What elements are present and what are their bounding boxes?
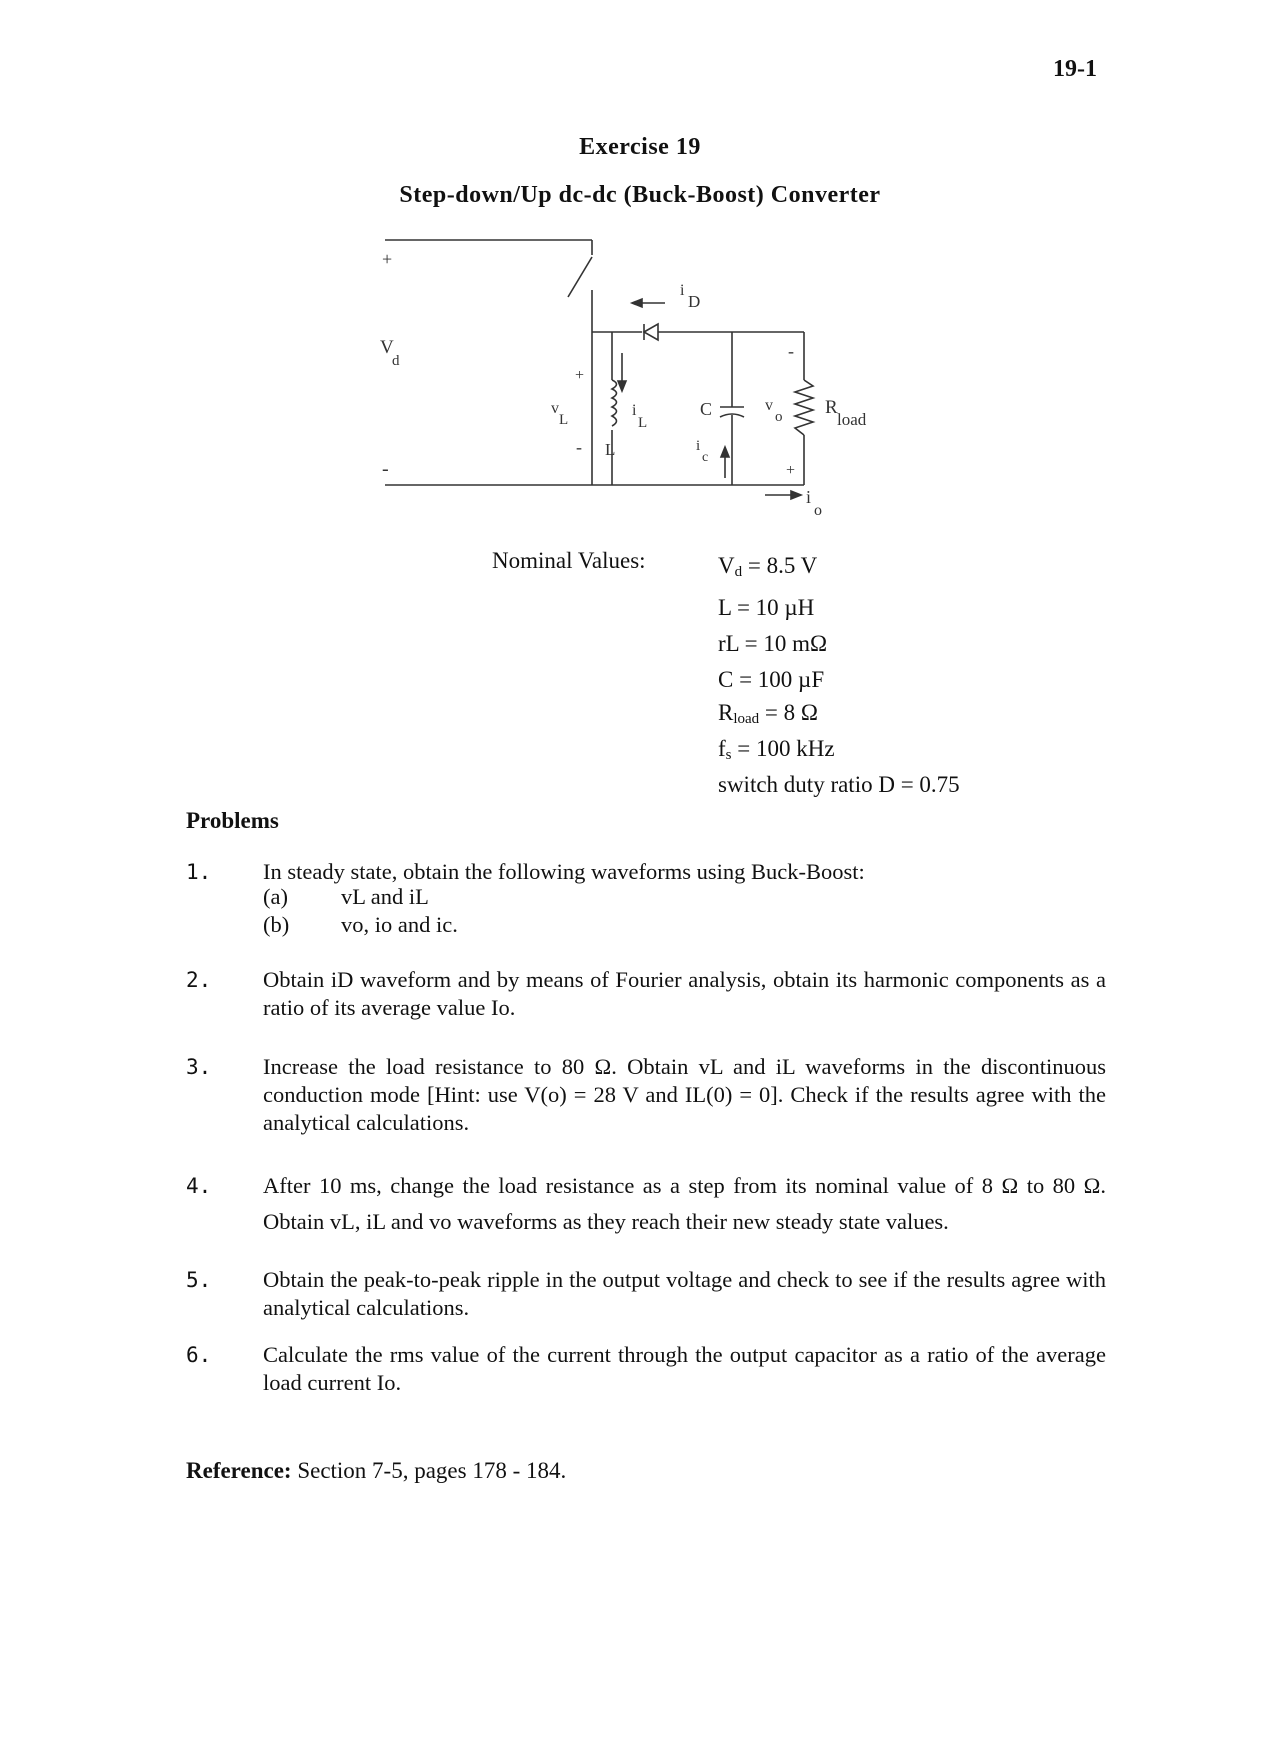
reference-label: Reference: bbox=[186, 1458, 292, 1483]
rload-label: R bbox=[825, 397, 838, 418]
vl-plus: + bbox=[575, 367, 585, 384]
problems-heading: Problems bbox=[186, 808, 279, 833]
id-label: i bbox=[680, 282, 685, 299]
capacitor-label: C bbox=[700, 399, 713, 419]
problem-6 bbox=[186, 1341, 1106, 1397]
vl-label: v bbox=[551, 400, 559, 417]
problem-text: Obtain the peak-to-peak ripple in the output voltage and check to see if the results agree with analytical calculations. bbox=[263, 1267, 1106, 1320]
buck-boost-circuit-diagram bbox=[370, 235, 890, 535]
vd-plus: + bbox=[382, 249, 393, 269]
nominal-values-label: Nominal Values: bbox=[492, 548, 646, 573]
switch bbox=[568, 257, 592, 297]
problem-text: Calculate the rms value of the current through the output capacitor as a ratio of the average load current Io. bbox=[263, 1342, 1106, 1395]
problem-number: 6. bbox=[186, 1343, 212, 1367]
vd-label: V bbox=[380, 337, 394, 358]
problem-text: After 10 ms, change the load resistance as a step from its nominal value of 8 Ω to 80 Ω. Obtain vL, iL and vo waveforms as they reach their new steady state values. bbox=[263, 1173, 1106, 1234]
io-label: i bbox=[806, 487, 812, 507]
problem-number: 3. bbox=[186, 1055, 212, 1079]
problem-1 bbox=[186, 858, 1106, 886]
sub-item-label: (b) bbox=[263, 912, 290, 937]
problem-text: Obtain iD waveform and by means of Fourier analysis, obtain its harmonic components as a ratio of its average value Io. bbox=[263, 967, 1106, 1020]
problem-5 bbox=[186, 1266, 1106, 1322]
io-arrow-icon bbox=[791, 491, 801, 499]
vl-label-sub: L bbox=[559, 412, 569, 428]
id-label-sub: D bbox=[688, 292, 701, 311]
vo-plus: + bbox=[786, 462, 796, 479]
page-number: 19-1 bbox=[1053, 56, 1097, 82]
il-label-sub: L bbox=[638, 415, 648, 431]
problem-3 bbox=[186, 1053, 1106, 1137]
reference-line bbox=[186, 1458, 566, 1484]
value-inductance: L = 10 µH bbox=[718, 595, 815, 620]
ic-arrow-icon bbox=[721, 447, 729, 457]
vo-label: v bbox=[765, 397, 773, 414]
problem-2 bbox=[186, 966, 1106, 1022]
inductor-label: L bbox=[605, 440, 616, 459]
problem-number: 1. bbox=[186, 860, 212, 884]
io-label-sub: o bbox=[814, 502, 822, 519]
problem-number: 4. bbox=[186, 1174, 212, 1198]
exercise-title: Exercise 19 bbox=[579, 134, 701, 160]
diode-symbol bbox=[644, 324, 658, 340]
vo-minus: - bbox=[788, 341, 794, 361]
problem-text: In steady state, obtain the following waveforms using Buck-Boost: bbox=[263, 859, 865, 884]
nominal-values-list bbox=[718, 548, 960, 800]
value-capacitance: C = 100 µF bbox=[718, 667, 825, 692]
ic-label-sub: c bbox=[702, 450, 709, 465]
ic-label: i bbox=[696, 438, 701, 454]
il-arrow-icon bbox=[618, 381, 626, 391]
exercise-subtitle: Step-down/Up dc-dc (Buck-Boost) Converter bbox=[399, 182, 881, 208]
problem-number: 5. bbox=[186, 1268, 212, 1292]
value-fs: $f_s = 100$ kHz bbox=[718, 736, 835, 763]
value-rload: $R_{load} = 8$ Ω bbox=[718, 700, 818, 727]
vl-minus: - bbox=[576, 437, 582, 457]
sub-item-text: vL and iL bbox=[341, 884, 429, 909]
vd-label-sub: d bbox=[392, 353, 400, 369]
sub-item-label: (a) bbox=[263, 884, 288, 909]
il-label: i bbox=[632, 402, 637, 419]
reference-text: Section 7-5, pages 178 - 184. bbox=[291, 1458, 567, 1483]
rload-label-sub: load bbox=[837, 410, 867, 429]
vd-minus: - bbox=[382, 458, 389, 480]
inductor-symbol bbox=[612, 380, 617, 426]
problem-1a bbox=[263, 884, 429, 910]
id-arrow-icon bbox=[632, 299, 642, 307]
vo-label-sub: o bbox=[775, 409, 783, 425]
load-resistor-symbol bbox=[795, 380, 813, 435]
problem-4 bbox=[186, 1168, 1106, 1240]
value-vd: $V_d = 8.5$ V bbox=[718, 553, 818, 580]
value-duty-ratio: switch duty ratio D = 0.75 bbox=[718, 772, 960, 797]
problem-text: Increase the load resistance to 80 Ω. Obtain vL and iL waveforms in the discontinuous conduction mode [Hint: use V(o) = 28 V and IL(0) = 0]. Check if the results agree with the analytical calculations. bbox=[263, 1054, 1106, 1135]
problem-1b bbox=[263, 912, 458, 938]
sub-item-text: vo, io and ic. bbox=[341, 912, 458, 937]
circuit-wires bbox=[385, 240, 804, 485]
value-inductor-resistance: rL = 10 mΩ bbox=[718, 631, 828, 656]
problem-number: 2. bbox=[186, 968, 212, 992]
